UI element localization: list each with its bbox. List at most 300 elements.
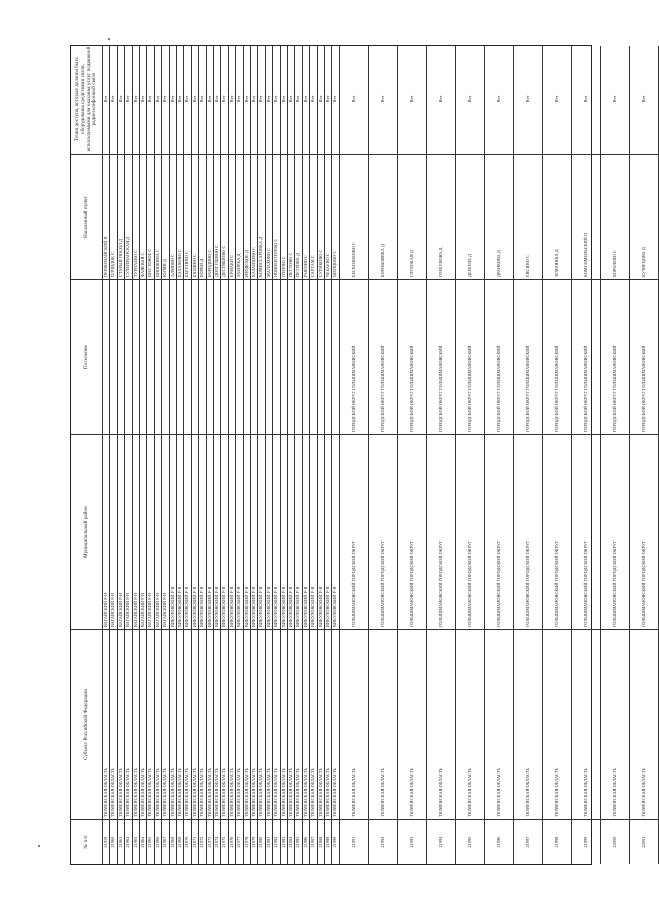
- col-number-cell: 21997: [514, 819, 542, 864]
- col-locality-cell: БОРКИ Д: [199, 154, 205, 279]
- col-locality-cell: БОРОВЛЯНКА Д: [369, 154, 397, 279]
- col-locality-cell: ДЕРБЕНЬ Д: [456, 154, 484, 279]
- col-number-cell: 21977: [236, 819, 242, 864]
- table-row: [325, 46, 332, 864]
- col-number-cell: 21970: [184, 819, 190, 864]
- col-number-cell: 21972: [199, 819, 205, 864]
- col-access-point-cell: Нет: [302, 95, 308, 103]
- col-subject-cell: ТЮМЕНСКАЯ ОБЛАСТЬ: [207, 629, 213, 819]
- col-number-cell: 21991: [340, 819, 368, 864]
- table-row: [485, 46, 514, 864]
- col-district-cell: ВИКУЛОВСКИЙ Р-Н: [288, 434, 294, 629]
- col-district-cell: ВИКУЛОВСКИЙ Р-Н: [229, 434, 235, 629]
- col-number-cell: 21983: [281, 819, 287, 864]
- col-settlement-cell: [199, 279, 205, 434]
- col-settlement-cell: ГОРОДСКОЙ ОКРУГ ГОЛЫШМАНОВСКИЙ: [514, 279, 542, 434]
- col-access-point-cell: Нет: [177, 95, 183, 103]
- col-access-point-cell: Нет: [103, 95, 109, 103]
- col-number-cell: 21962: [125, 819, 131, 864]
- col-settlement-cell: [295, 279, 301, 434]
- col-number-header: № п/п: [71, 819, 102, 864]
- table-row: [184, 46, 191, 864]
- col-district-cell: ВИКУЛОВСКИЙ Р-Н: [332, 434, 338, 629]
- col-locality-cell: ДЕСТЯШОВО С: [221, 154, 227, 279]
- col-district-cell: ВИКУЛОВСКИЙ Р-Н: [325, 434, 331, 629]
- col-district-cell: ВИКУЛОВСКИЙ Р-Н: [266, 434, 272, 629]
- col-number-cell: 21992: [369, 819, 397, 864]
- col-subject-cell: ТЮМЕНСКАЯ ОБЛАСТЬ: [110, 629, 116, 819]
- col-district-cell: ГОЛЫШМАНОВСКИЙ ГОРОДСКОЙ ОКРУГ: [369, 434, 397, 629]
- col-district-cell: ВИКУЛОВСКИЙ Р-Н: [310, 434, 316, 629]
- col-subject-cell: ТЮМЕНСКАЯ ОБЛАСТЬ: [601, 629, 629, 819]
- col-access-point-cell: Нет: [132, 95, 138, 103]
- col-access-point-cell: Нет: [147, 95, 153, 103]
- col-settlement-cell: [288, 279, 294, 434]
- col-subject-cell: ТЮМЕНСКАЯ ОБЛАСТЬ: [140, 629, 146, 819]
- col-number-cell: 21995: [456, 819, 484, 864]
- col-settlement-cell: ГОРОДСКОЙ ОКРУГ ГОЛЫШМАНОВСКИЙ: [340, 279, 368, 434]
- col-district-cell: ВИКУЛОВСКИЙ Р-Н: [318, 434, 324, 629]
- col-subject-cell: ТЮМЕНСКАЯ ОБЛАСТЬ: [251, 629, 257, 819]
- col-district-cell: ВАГАЙСКИЙ Р-Н: [133, 434, 139, 629]
- col-number-cell: 21986: [303, 819, 309, 864]
- table-row: [155, 46, 162, 864]
- col-settlement-cell: [214, 279, 220, 434]
- col-locality-cell: БЕРЕЗИНО С: [184, 154, 190, 279]
- col-locality-cell: КОМИССАРОВКА Д: [258, 154, 264, 279]
- col-access-point-cell: Нет: [379, 95, 385, 103]
- table-row: [125, 46, 132, 864]
- col-district-cell: ВАГАЙСКИЙ Р-Н: [147, 434, 153, 629]
- col-number-cell: 21964: [140, 819, 146, 864]
- col-locality-cell: СУРИКОВО С: [318, 154, 324, 279]
- table-row: [162, 46, 169, 864]
- col-access-point-cell: Нет: [243, 95, 249, 103]
- table-row: [630, 46, 659, 864]
- col-number-cell: 21978: [244, 819, 250, 864]
- col-locality-cell: ЗЕМЛЯНКА Д: [543, 154, 571, 279]
- col-subject-cell: ТЮМЕНСКАЯ ОБЛАСТЬ: [236, 629, 242, 819]
- col-locality-cell: КОМСОМОЛЬСКИЙ П: [572, 154, 600, 279]
- col-settlement-cell: [281, 279, 287, 434]
- col-subject-cell: ТЮМЕНСКАЯ ОБЛАСТЬ: [318, 629, 324, 819]
- col-locality-cell: ЧЕБАЕВО С: [325, 154, 331, 279]
- scan-speck: [108, 38, 110, 40]
- col-subject-cell: ТЮМЕНСКАЯ ОБЛАСТЬ: [118, 629, 124, 819]
- col-locality-cell: ШЕСТОВОЕ С: [147, 154, 153, 279]
- col-district-cell: ВИКУЛОВСКИЙ Р-Н: [207, 434, 213, 629]
- col-access-point-cell: Нет: [125, 95, 131, 103]
- col-access-point-cell: Нет: [265, 95, 271, 103]
- col-settlement-cell: ГОРОДСКОЙ ОКРУГ ГОЛЫШМАНОВСКИЙ: [543, 279, 571, 434]
- col-subject-header: Субъект Российской Федерации: [71, 629, 102, 819]
- col-number-cell: 21976: [229, 819, 235, 864]
- col-settlement-cell: [192, 279, 198, 434]
- table-row: [199, 46, 206, 864]
- col-locality-cell: КОРОЛЕВО С: [601, 154, 629, 279]
- col-district-cell: ВИКУЛОВСКИЙ Р-Н: [214, 434, 220, 629]
- col-number-cell: 21971: [192, 819, 198, 864]
- table-row: [170, 46, 177, 864]
- col-district-cell: ГОЛЫШМАНОВСКИЙ ГОРОДСКОЙ ОКРУГ: [340, 434, 368, 629]
- col-locality-cell: ПЕТРОВА Д: [295, 154, 301, 279]
- col-settlement-cell: [221, 279, 227, 434]
- table-row: [398, 46, 427, 864]
- col-locality-cell: ШЕНЦОВО С: [332, 154, 338, 279]
- col-access-point-cell: Нет: [582, 95, 588, 103]
- col-district-cell: ВАГАЙСКИЙ Р-Н: [118, 434, 124, 629]
- table-row: [601, 46, 630, 864]
- col-locality-cell: ДОЛГУШИНО С: [214, 154, 220, 279]
- col-access-point-cell: Нет: [258, 95, 264, 103]
- col-subject-cell: ТЮМЕНСКАЯ ОБЛАСТЬ: [273, 629, 279, 819]
- col-locality-header: Населенный пункт: [71, 154, 102, 279]
- col-settlement-cell: ГОРОДСКОЙ ОКРУГ ГОЛЫШМАНОВСКИЙ: [630, 279, 658, 434]
- col-number-cell: 21984: [288, 819, 294, 864]
- col-settlement-cell: [251, 279, 257, 434]
- col-number-cell: 21979: [251, 819, 257, 864]
- col-locality-cell: СУЛЕЙМАНСКАЯ Д: [125, 154, 131, 279]
- col-access-point-cell: Нет: [140, 95, 146, 103]
- col-number-cell: 21989: [325, 819, 331, 864]
- col-subject-cell: ТЮМЕНСКАЯ ОБЛАСТЬ: [303, 629, 309, 819]
- col-subject-cell: ТЮМЕНСКАЯ ОБЛАСТЬ: [340, 629, 368, 819]
- table-row: [177, 46, 184, 864]
- col-settlement-cell: [332, 279, 338, 434]
- col-locality-cell: ГЛУБОКАЯ Д: [398, 154, 426, 279]
- col-access-point-cell: Нет: [199, 95, 205, 103]
- col-access-point-cell: Нет: [332, 95, 338, 103]
- table-row: [318, 46, 325, 864]
- col-number-cell: 21994: [427, 819, 455, 864]
- col-settlement-cell: [266, 279, 272, 434]
- col-locality-cell: ЮРМИ Д: [162, 154, 168, 279]
- col-number-cell: 21981: [266, 819, 272, 864]
- col-locality-cell: ПЕРВОМАЙСКИЙ П: [103, 154, 109, 279]
- col-number-cell: 21996: [485, 819, 513, 864]
- col-district-cell: ВАГАЙСКИЙ Р-Н: [125, 434, 131, 629]
- table-row: [147, 46, 154, 864]
- col-access-point-cell: Нет: [236, 95, 242, 103]
- col-locality-cell: АЛМОВО С: [170, 154, 176, 279]
- col-access-point-cell: Нет: [206, 95, 212, 103]
- col-access-point-cell: Нет: [310, 95, 316, 103]
- col-access-point-cell: Нет: [169, 95, 175, 103]
- table-row: [427, 46, 456, 864]
- col-access-point-cell: Нет: [317, 95, 323, 103]
- table-row: [244, 46, 251, 864]
- col-subject-cell: ТЮМЕНСКАЯ ОБЛАСТЬ: [295, 629, 301, 819]
- table-row: [332, 46, 339, 864]
- table-row: [514, 46, 543, 864]
- col-locality-cell: БЕСКОЗОБОВО С: [340, 154, 368, 279]
- col-district-header: Муниципальный район: [71, 434, 102, 629]
- col-district-cell: ГОЛЫШМАНОВСКИЙ ГОРОДСКОЙ ОКРУГ: [572, 434, 600, 629]
- col-access-point-cell: Нет: [273, 95, 279, 103]
- col-settlement-cell: [118, 279, 124, 434]
- table-row: [110, 46, 117, 864]
- col-number-cell: 21987: [310, 819, 316, 864]
- col-settlement-cell: [170, 279, 176, 434]
- col-access-point-cell: Нет: [350, 95, 356, 103]
- col-number-cell: 21999: [572, 819, 600, 864]
- col-access-point-cell: Нет: [251, 95, 257, 103]
- col-settlement-cell: [184, 279, 190, 434]
- table-row: [310, 46, 317, 864]
- col-locality-cell: ШИШКИНА С: [155, 154, 161, 279]
- col-settlement-cell: [258, 279, 264, 434]
- col-settlement-cell: [103, 279, 109, 434]
- col-settlement-cell: [140, 279, 146, 434]
- col-access-point-cell: Нет: [437, 95, 443, 103]
- col-settlement-cell: [229, 279, 235, 434]
- col-number-cell: 21963: [133, 819, 139, 864]
- col-access-point-cell: Нет: [184, 95, 190, 103]
- col-district-cell: ГОЛЫШМАНОВСКИЙ ГОРОДСКОЙ ОКРУГ: [601, 434, 629, 629]
- col-number-cell: 21966: [155, 819, 161, 864]
- col-subject-cell: ТЮМЕНСКАЯ ОБЛАСТЬ: [229, 629, 235, 819]
- table-row: [229, 46, 236, 864]
- table-row: [258, 46, 265, 864]
- col-settlement-cell: [125, 279, 131, 434]
- table-row: [251, 46, 258, 864]
- col-locality-cell: ОЗЕРНО С: [281, 154, 287, 279]
- col-number-cell: 21975: [221, 819, 227, 864]
- col-access-point-cell: Нет: [221, 95, 227, 103]
- col-settlement-cell: ГОРОДСКОЙ ОКРУГ ГОЛЫШМАНОВСКИЙ: [369, 279, 397, 434]
- col-settlement-cell: ГОРОДСКОЙ ОКРУГ ГОЛЫШМАНОВСКИЙ: [601, 279, 629, 434]
- col-settlement-cell: [162, 279, 168, 434]
- col-district-cell: ВИКУЛОВСКИЙ Р-Н: [192, 434, 198, 629]
- col-settlement-cell: ГОРОДСКОЙ ОКРУГ ГОЛЫШМАНОВСКИЙ: [427, 279, 455, 434]
- col-subject-cell: ТЮМЕНСКАЯ ОБЛАСТЬ: [192, 629, 198, 819]
- col-number-cell: 21967: [162, 819, 168, 864]
- table-row: [369, 46, 398, 864]
- col-subject-cell: ТЮМЕНСКАЯ ОБЛАСТЬ: [184, 629, 190, 819]
- col-district-cell: ГОЛЫШМАНОВСКИЙ ГОРОДСКОЙ ОКРУГ: [398, 434, 426, 629]
- col-district-cell: ВАГАЙСКИЙ Р-Н: [110, 434, 116, 629]
- col-access-point-cell: Нет: [495, 95, 501, 103]
- data-table: [70, 45, 646, 865]
- col-district-cell: ГОЛЫШМАНОВСКИЙ ГОРОДСКОЙ ОКРУГ: [543, 434, 571, 629]
- col-settlement-cell: [303, 279, 309, 434]
- table-row: [456, 46, 485, 864]
- col-access-point-header: Точки доступа, которые должны быть оборудованы средствами связи, используемыми для оказания услуг подвижной радиотелефонной связи: [75, 46, 98, 152]
- col-locality-cell: КУЗНЕЦОВА Д: [630, 154, 658, 279]
- col-district-cell: ВИКУЛОВСКИЙ Р-Н: [295, 434, 301, 629]
- col-district-cell: ВИКУЛОВСКИЙ Р-Н: [184, 434, 190, 629]
- col-number-cell: 21968: [170, 819, 176, 864]
- col-subject-cell: ТЮМЕНСКАЯ ОБЛАСТЬ: [162, 629, 168, 819]
- col-settlement-cell: [155, 279, 161, 434]
- col-number-cell: 22000: [601, 819, 629, 864]
- col-number-cell: 21982: [273, 819, 279, 864]
- col-access-point-cell: Нет: [110, 95, 116, 103]
- col-access-point-cell: Нет: [295, 95, 301, 103]
- col-settlement-cell: ГОРОДСКОЙ ОКРУГ ГОЛЫШМАНОВСКИЙ: [572, 279, 600, 434]
- col-subject-cell: ТЮМЕНСКАЯ ОБЛАСТЬ: [456, 629, 484, 819]
- col-number-cell: 21960: [110, 819, 116, 864]
- table-header: [71, 46, 103, 864]
- col-locality-cell: КАЗАНЦЕВО С: [251, 154, 257, 279]
- col-locality-cell: ДРАНКОВА Д: [485, 154, 513, 279]
- table-row: [266, 46, 273, 864]
- col-locality-cell: БОРОДИНО С: [207, 154, 213, 279]
- table-row: [103, 46, 110, 864]
- col-subject-cell: ТЮМЕНСКАЯ ОБЛАСТЬ: [266, 629, 272, 819]
- col-district-cell: ВАГАЙСКИЙ Р-Н: [162, 434, 168, 629]
- col-subject-cell: ТЮМЕНСКАЯ ОБЛАСТЬ: [103, 629, 109, 819]
- col-number-cell: 21990: [332, 819, 338, 864]
- col-settlement-cell: [133, 279, 139, 434]
- col-locality-cell: ЕВСИНО С: [514, 154, 542, 279]
- col-district-cell: ВИКУЛОВСКИЙ Р-Н: [281, 434, 287, 629]
- col-subject-cell: ТЮМЕНСКАЯ ОБЛАСТЬ: [630, 629, 658, 819]
- col-access-point-cell: Нет: [553, 95, 559, 103]
- col-subject-cell: ТЮМЕНСКАЯ ОБЛАСТЬ: [133, 629, 139, 819]
- col-district-cell: ГОЛЫШМАНОВСКИЙ ГОРОДСКОЙ ОКРУГ: [427, 434, 455, 629]
- col-district-cell: ВИКУЛОВСКИЙ Р-Н: [221, 434, 227, 629]
- table-row: [133, 46, 140, 864]
- col-locality-cell: ПЕСТОВО С: [288, 154, 294, 279]
- col-settlement-cell: [318, 279, 324, 434]
- col-locality-cell: БАЛАХОВО С: [177, 154, 183, 279]
- col-locality-cell: РЫБОНО С: [303, 154, 309, 279]
- col-locality-cell: ТУРНАЕВО С: [133, 154, 139, 279]
- col-subject-cell: ТЮМЕНСКАЯ ОБЛАСТЬ: [177, 629, 183, 819]
- table-row: [288, 46, 295, 864]
- col-subject-cell: ТЮМЕНСКАЯ ОБЛАСТЬ: [258, 629, 264, 819]
- col-subject-cell: ТЮМЕНСКАЯ ОБЛАСТЬ: [170, 629, 176, 819]
- col-district-cell: ВАГАЙСКИЙ Р-Н: [155, 434, 161, 629]
- col-number-cell: 21980: [258, 819, 264, 864]
- col-number-cell: 21998: [543, 819, 571, 864]
- table-row: [236, 46, 243, 864]
- scan-speck: [38, 845, 40, 847]
- col-number-cell: 21988: [318, 819, 324, 864]
- table-row: [221, 46, 228, 864]
- col-settlement-cell: [273, 279, 279, 434]
- col-district-cell: ВИКУЛОВСКИЙ Р-Н: [303, 434, 309, 629]
- col-settlement-cell: ГОРОДСКОЙ ОКРУГ ГОЛЫШМАНОВСКИЙ: [485, 279, 513, 434]
- col-number-cell: 21974: [214, 819, 220, 864]
- table-row: [192, 46, 199, 864]
- col-locality-cell: САРТАМ С: [310, 154, 316, 279]
- col-access-point-cell: Нет: [325, 95, 331, 103]
- col-district-cell: ВИКУЛОВСКИЙ Р-Н: [177, 434, 183, 629]
- col-district-cell: ГОЛЫШМАНОВСКИЙ ГОРОДСКОЙ ОКРУГ: [630, 434, 658, 629]
- col-subject-cell: ТЮМЕНСКАЯ ОБЛАСТЬ: [310, 629, 316, 819]
- col-subject-cell: ТЮМЕНСКАЯ ОБЛАСТЬ: [427, 629, 455, 819]
- col-number-cell: 21961: [118, 819, 124, 864]
- col-access-point-cell: Нет: [228, 95, 234, 103]
- col-subject-cell: ТЮМЕНСКАЯ ОБЛАСТЬ: [543, 629, 571, 819]
- col-settlement-cell: [325, 279, 331, 434]
- col-subject-cell: ТЮМЕНСКАЯ ОБЛАСТЬ: [147, 629, 153, 819]
- table-container: [70, 45, 646, 865]
- col-access-point-cell: Нет: [408, 95, 414, 103]
- col-subject-cell: ТЮМЕНСКАЯ ОБЛАСТЬ: [244, 629, 250, 819]
- col-access-point-cell: Нет: [214, 95, 220, 103]
- col-locality-cell: ЕРМАКИ С: [229, 154, 235, 279]
- col-access-point-cell: Нет: [640, 95, 646, 103]
- table-row: [118, 46, 125, 864]
- col-access-point-cell: Нет: [154, 95, 160, 103]
- table-row: [140, 46, 147, 864]
- col-district-cell: ГОЛЫШМАНОВСКИЙ ГОРОДСКОЙ ОКРУГ: [485, 434, 513, 629]
- col-subject-cell: ТЮМЕНСКАЯ ОБЛАСТЬ: [221, 629, 227, 819]
- col-access-point-cell: Нет: [191, 95, 197, 103]
- col-settlement-cell: [236, 279, 242, 434]
- col-number-cell: 21993: [398, 819, 426, 864]
- col-district-cell: ВАГАЙСКИЙ Р-Н: [140, 434, 146, 629]
- col-locality-cell: ПЛЧИДОК С: [110, 154, 116, 279]
- col-district-cell: ВИКУЛОВСКИЙ Р-Н: [273, 434, 279, 629]
- col-number-cell: 21985: [295, 819, 301, 864]
- col-district-cell: ГОЛЫШМАНОВСКИЙ ГОРОДСКОЙ ОКРУГ: [514, 434, 542, 629]
- col-number-cell: 21965: [147, 819, 153, 864]
- col-number-cell: 21959: [103, 819, 109, 864]
- col-settlement-cell: [177, 279, 183, 434]
- col-number-cell: 21973: [207, 819, 213, 864]
- col-settlement-cell: [244, 279, 250, 434]
- col-settlement-cell: [310, 279, 316, 434]
- col-locality-cell: ГОРБУНОВА Д: [427, 154, 455, 279]
- col-subject-cell: ТЮМЕНСКАЯ ОБЛАСТЬ: [332, 629, 338, 819]
- col-locality-cell: СТАРЫЙ ПОСОЛ Д: [118, 154, 124, 279]
- table-row: [207, 46, 214, 864]
- col-access-point-cell: Нет: [117, 95, 123, 103]
- col-district-cell: ГОЛЫШМАНОВСКИЙ ГОРОДСКОЙ ОКРУГ: [456, 434, 484, 629]
- col-subject-cell: ТЮМЕНСКАЯ ОБЛАСТЬ: [514, 629, 542, 819]
- col-district-cell: ВАГАЙСКИЙ Р-Н: [103, 434, 109, 629]
- col-subject-cell: ТЮМЕНСКАЯ ОБЛАСТЬ: [485, 629, 513, 819]
- table-row: [273, 46, 280, 864]
- col-subject-cell: ТЮМЕНСКАЯ ОБЛАСТЬ: [199, 629, 205, 819]
- col-district-cell: ВИКУЛОВСКИЙ Р-Н: [236, 434, 242, 629]
- col-number-cell: 21969: [177, 819, 183, 864]
- col-locality-cell: ЗАБОРКА Д: [236, 154, 242, 279]
- col-locality-cell: ФАЯЕВАЯ С: [140, 154, 146, 279]
- col-access-point-cell: Нет: [466, 95, 472, 103]
- col-subject-cell: ТЮМЕНСКАЯ ОБЛАСТЬ: [125, 629, 131, 819]
- col-settlement-cell: [110, 279, 116, 434]
- table-row: [543, 46, 572, 864]
- col-access-point-cell: Нет: [280, 95, 286, 103]
- table-row: [214, 46, 221, 864]
- col-settlement-cell: [207, 279, 213, 434]
- col-access-point-cell: Нет: [162, 95, 168, 103]
- table-row: [295, 46, 302, 864]
- col-subject-cell: ТЮМЕНСКАЯ ОБЛАСТЬ: [288, 629, 294, 819]
- table-row: [340, 46, 369, 864]
- col-locality-cell: БЮЛИНО С: [192, 154, 198, 279]
- col-subject-cell: ТЮМЕНСКАЯ ОБЛАСТЬ: [155, 629, 161, 819]
- col-subject-cell: ТЮМЕНСКАЯ ОБЛАСТЬ: [369, 629, 397, 819]
- table-row: [281, 46, 288, 864]
- col-number-cell: 22001: [630, 819, 658, 864]
- col-subject-cell: ТЮМЕНСКАЯ ОБЛАСТЬ: [281, 629, 287, 819]
- col-district-cell: ВИКУЛОВСКИЙ Р-Н: [258, 434, 264, 629]
- col-access-point-cell: Нет: [524, 95, 530, 103]
- col-access-point-cell: Нет: [611, 95, 617, 103]
- col-district-cell: ВИКУЛОВСКИЙ Р-Н: [251, 434, 257, 629]
- col-settlement-cell: ГОРОДСКОЙ ОКРУГ ГОЛЫШМАНОВСКИЙ: [398, 279, 426, 434]
- table-row: [303, 46, 310, 864]
- col-subject-cell: ТЮМЕНСКАЯ ОБЛАСТЬ: [214, 629, 220, 819]
- col-settlement-cell: ГОРОДСКОЙ ОКРУГ ГОЛЫШМАНОВСКИЙ: [456, 279, 484, 434]
- col-access-point-cell: Нет: [288, 95, 294, 103]
